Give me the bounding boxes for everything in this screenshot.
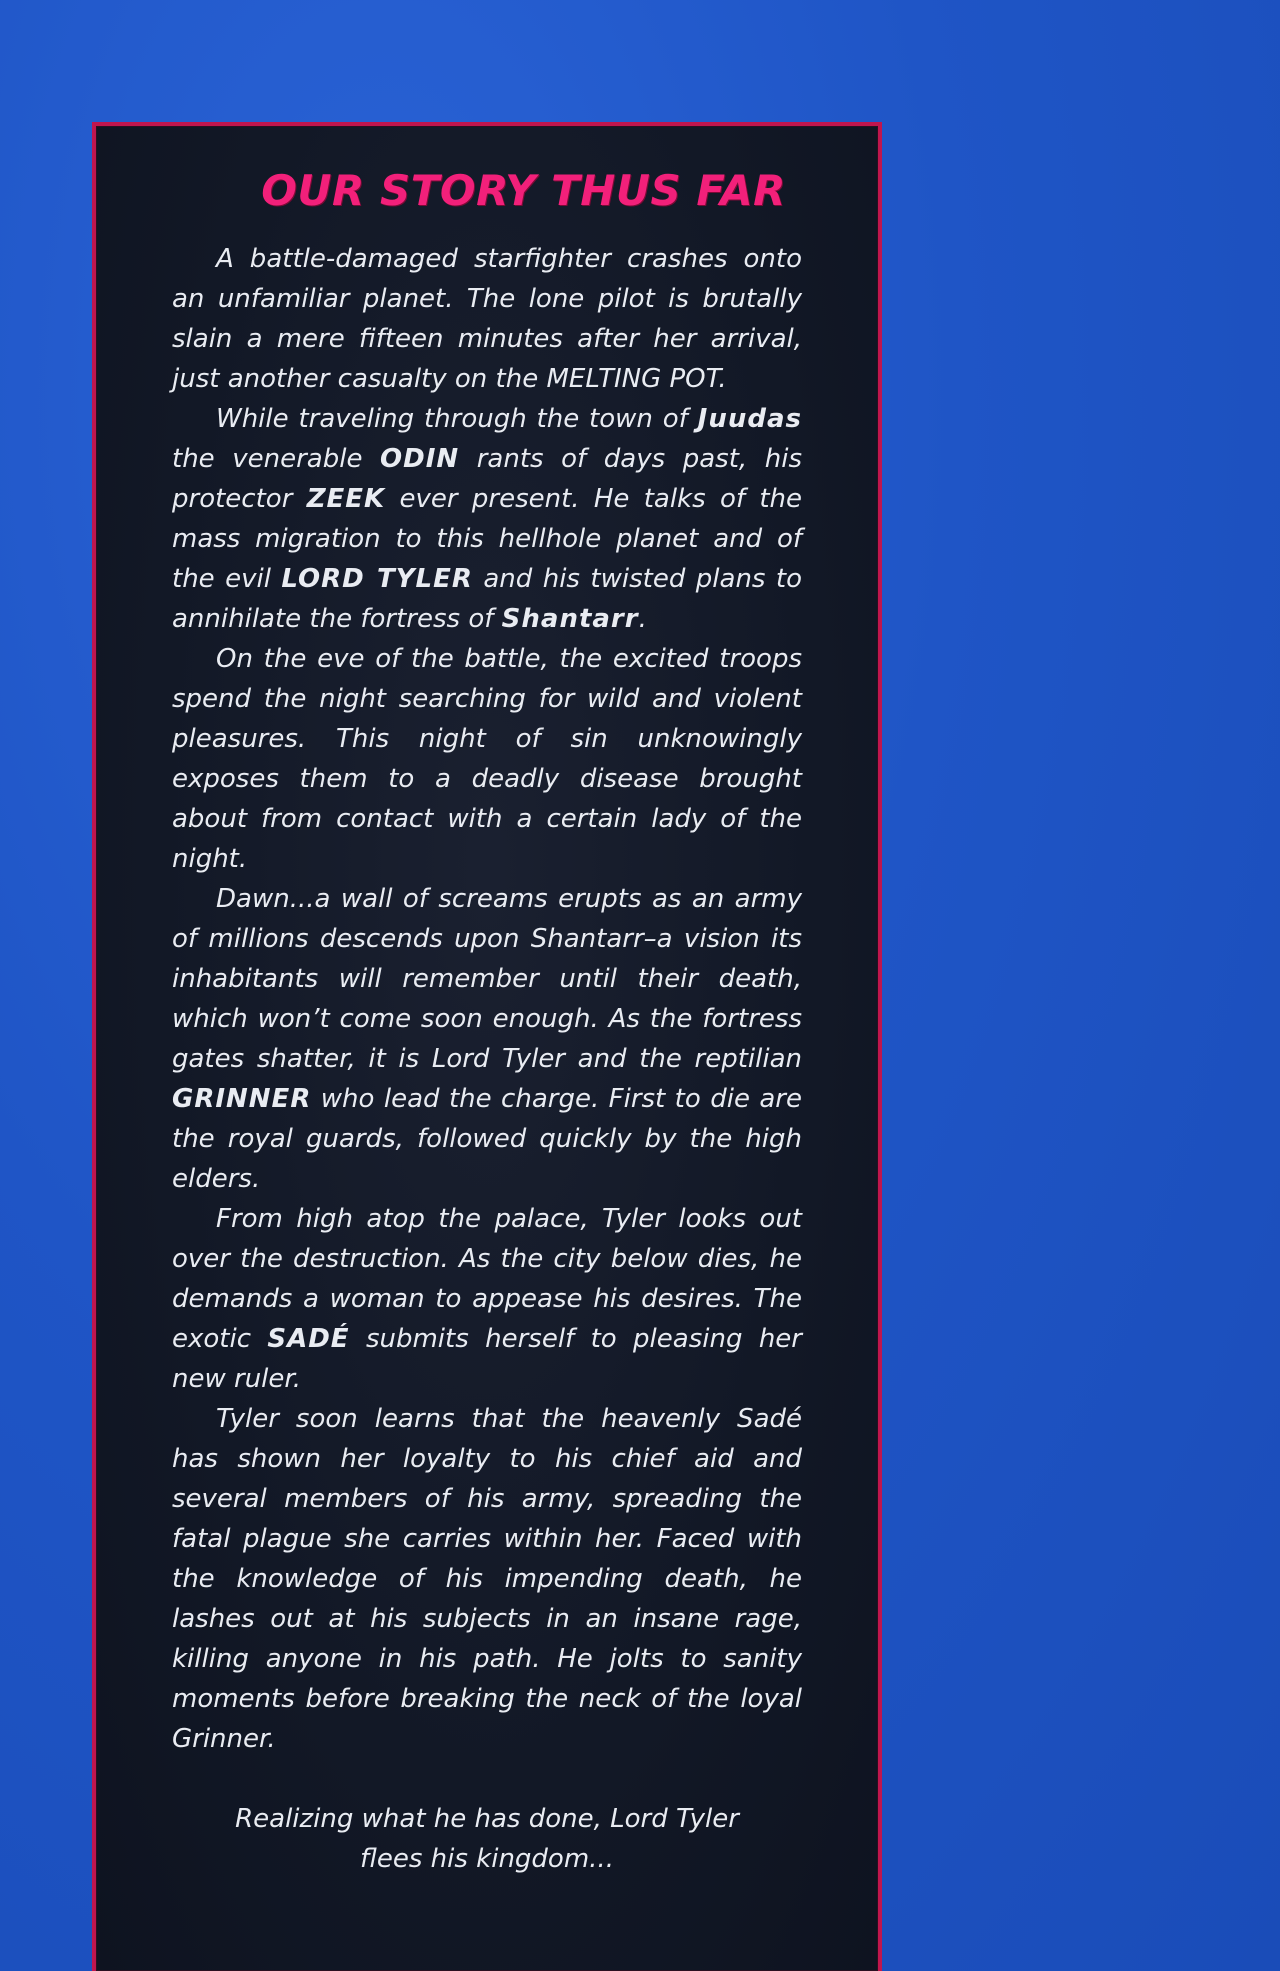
story-paragraph [172,639,802,879]
name-highlight: Shantarr [501,604,639,634]
name-highlight: GRINNER [172,1084,312,1114]
story-paragraph [172,879,802,1199]
story-paragraph [172,1399,802,1759]
name-highlight: ODIN [380,444,460,474]
paragraph-text: On the eve of the battle, the excited troops spend the night searching for wild and violent pleasures. This night of sin unknowingly exposes them to a deadly disease brought about from contact with a certain lady of the night. [172,644,802,874]
paragraph-text: Tyler soon learns that the heavenly Sadé has shown her loyalty to his chief aid and several members of his army, spreading the fatal plague she carries within her. Faced with the knowledge of his impending death, he lashes out at his subjects in an insane rage, killing anyone in his path. He jolts to sanity moments before breaking the neck of the loyal Grinner. [172,1404,802,1754]
story-panel [92,122,882,1971]
paragraph-text: submits herself to pleasing her new ruler. [172,1324,802,1394]
paragraph-text: the venerable [172,444,381,474]
paragraph-text: who lead the charge. First to die are the royal guards, followed quickly by the high elders. [172,1084,802,1194]
paragraph-text: While traveling through the town of [216,404,698,434]
paragraph-text: ever present. He talks of the mass migration to this hellhole planet and of the evil [172,484,802,594]
story-body [172,239,802,1879]
paragraph-text: Dawn...a wall of screams erupts as an army of millions descends upon Shantarr–a vision its inhabitants will remember until their death, which won’t come soon enough. As the fortress gates shatter, it is Lord Tyler and the reptilian [172,884,802,1074]
name-highlight: SADÉ [267,1324,350,1354]
paragraph-text: rants of days past, his protector [172,444,802,514]
story-paragraphs [172,239,802,1759]
paragraph-text: . [638,604,647,634]
story-paragraph [172,1199,802,1399]
name-highlight: ZEEK [306,484,386,514]
name-highlight: LORD TYLER [281,564,473,594]
story-paragraph [172,399,802,639]
paragraph-text: From high atop the palace, Tyler looks out over the destruction. As the city below dies, he demands a woman to appease his desires. The exotic [172,1204,802,1354]
story-title: OUR STORY THUS FAR [261,166,786,215]
story-paragraph [172,239,802,399]
closing-line: Realizing what he has done, Lord Tyler flees his kingdom... [235,1804,739,1874]
paragraph-text: and his twisted plans to annihilate the fortress of [172,564,803,634]
paragraph-text: A battle-damaged starfighter crashes onto an unfamiliar planet. The lone pilot is brutally slain a mere fifteen minutes after her arrival, just another casualty on the MELTING POT. [172,244,802,394]
name-highlight: Juudas [697,404,802,434]
